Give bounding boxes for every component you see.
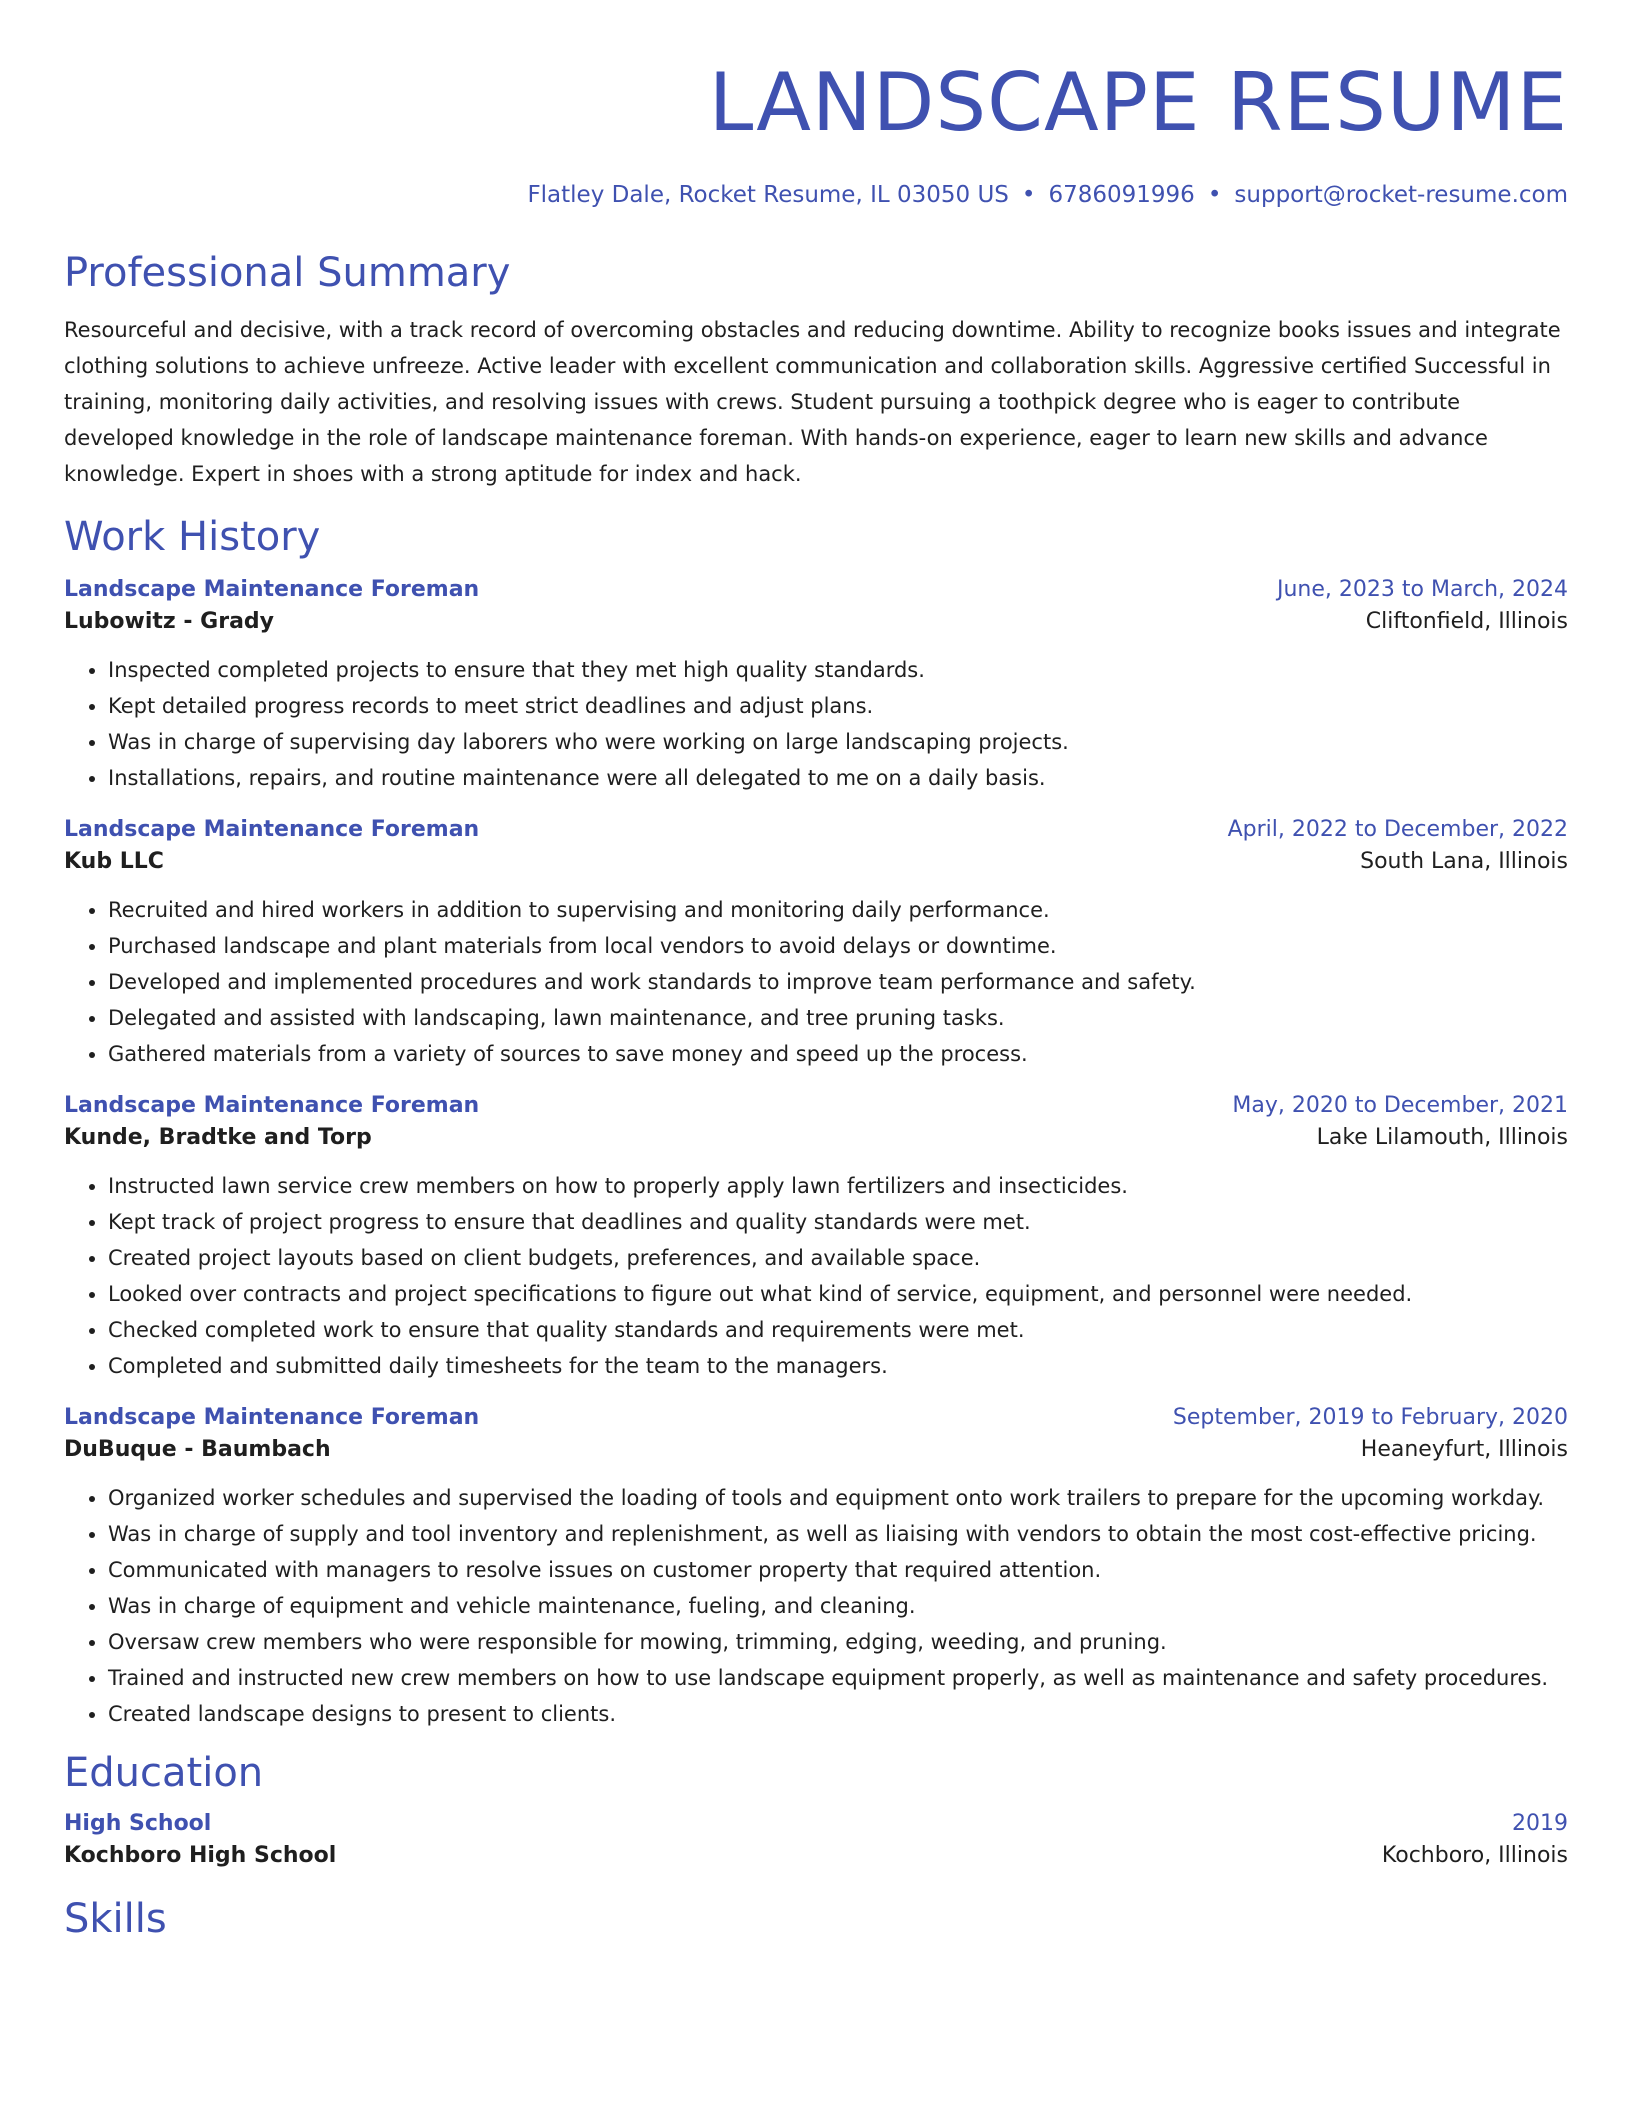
education-entry (64, 1808, 1568, 1872)
education-degree: High School (64, 1811, 212, 1836)
job-entry (64, 1090, 1568, 1384)
job-bullets (64, 892, 1568, 1072)
job-entry (64, 814, 1568, 1072)
contact-email: support@rocket-resume.com (1234, 182, 1568, 208)
education-school-row (64, 1840, 1568, 1872)
list-item: • Installations, repairs, and routine maintenance were all delegated to me on a daily basis. (108, 760, 1568, 796)
education-header-row (64, 1808, 1568, 1840)
job-company-row (64, 606, 1568, 638)
job-header-row (64, 1090, 1568, 1122)
resume-title: LANDSCAPE RESUME (708, 56, 1568, 149)
list-item: • Kept track of project progress to ensure that deadlines and quality standards were met. (108, 1204, 1568, 1240)
job-bullets (64, 1168, 1568, 1384)
summary-heading: Professional Summary (64, 250, 511, 296)
list-item: • Created project layouts based on client budgets, preferences, and available space. (108, 1240, 1568, 1276)
job-location: Cliftonfield, Illinois (1365, 609, 1568, 634)
job-location: Heaneyfurt, Illinois (1360, 1437, 1568, 1462)
job-dates: April, 2022 to December, 2022 (1227, 817, 1568, 842)
job-bullets (64, 1480, 1568, 1732)
skills-heading: Skills (64, 1896, 167, 1942)
list-item: • Created landscape designs to present to clients. (108, 1696, 1568, 1732)
job-dates: May, 2020 to December, 2021 (1232, 1093, 1568, 1118)
job-company-row (64, 1122, 1568, 1154)
list-item: • Kept detailed progress records to meet strict deadlines and adjust plans. (108, 688, 1568, 724)
job-header-row (64, 1402, 1568, 1434)
list-item: • Gathered materials from a variety of sources to save money and speed up the process. (108, 1036, 1568, 1072)
job-location: South Lana, Illinois (1360, 849, 1568, 874)
summary-text: Resourceful and decisive, with a track record of overcoming obstacles and reducing downtime. Ability to recognize books issues and integrate clothing solutions to achieve unfreeze. Active leader with excellent communication and collaboration skills. Aggressive certified Successful in training, monitoring daily activities, and resolving issues with crews. Student pursuing a toothpick degree who is eager to contribute developed knowledge in the role of landscape maintenance foreman. With hands-on experience, eager to learn new skills and advance knowledge. Expert in shoes with a strong aptitude for index and hack. (64, 318, 1561, 486)
list-item: • Trained and instructed new crew members on how to use landscape equipment properly, as well as maintenance and safety procedures. (108, 1660, 1568, 1696)
job-header-row (64, 574, 1568, 606)
list-item: • Inspected completed projects to ensure that they met high quality standards. (108, 652, 1568, 688)
job-entry (64, 1402, 1568, 1732)
list-item: • Oversaw crew members who were responsible for mowing, trimming, edging, weeding, and pruning. (108, 1624, 1568, 1660)
education-location: Kochboro, Illinois (1381, 1843, 1568, 1868)
resume-page (64, 0, 1568, 1944)
job-company: DuBuque - Baumbach (64, 1437, 331, 1462)
list-item: • Organized worker schedules and supervised the loading of tools and equipment onto work trailers to prepare for the upcoming workday. (108, 1480, 1568, 1516)
job-company: Lubowitz - Grady (64, 609, 275, 634)
job-title: Landscape Maintenance Foreman (64, 1093, 480, 1118)
job-company-row (64, 1434, 1568, 1466)
list-item: • Communicated with managers to resolve issues on customer property that required attention. (108, 1552, 1568, 1588)
contact-separator: • (1207, 182, 1222, 208)
list-item: • Developed and implemented procedures and work standards to improve team performance and safety. (108, 964, 1568, 1000)
list-item: • Recruited and hired workers in addition to supervising and monitoring daily performance. (108, 892, 1568, 928)
job-company-row (64, 846, 1568, 878)
list-item: • Checked completed work to ensure that quality standards and requirements were met. (108, 1312, 1568, 1348)
education-year: 2019 (1512, 1811, 1568, 1836)
contact-separator: • (1021, 182, 1036, 208)
list-item: • Completed and submitted daily timesheets for the team to the managers. (108, 1348, 1568, 1384)
list-item: • Delegated and assisted with landscaping, lawn maintenance, and tree pruning tasks. (108, 1000, 1568, 1036)
job-title: Landscape Maintenance Foreman (64, 577, 480, 602)
job-bullets (64, 652, 1568, 796)
education-school: Kochboro High School (64, 1843, 337, 1868)
list-item: • Was in charge of supply and tool inventory and replenishment, as well as liaising with vendors to obtain the most cost-effective pricing. (108, 1516, 1568, 1552)
list-item: • Instructed lawn service crew members on how to properly apply lawn fertilizers and insecticides. (108, 1168, 1568, 1204)
contact-phone: 6786091996 (1048, 182, 1195, 208)
job-company: Kunde, Bradtke and Torp (64, 1125, 372, 1150)
work-history-heading: Work History (64, 514, 321, 560)
job-company: Kub LLC (64, 849, 164, 874)
job-header-row (64, 814, 1568, 846)
job-title: Landscape Maintenance Foreman (64, 817, 480, 842)
list-item: • Looked over contracts and project specifications to figure out what kind of service, equipment, and personnel were needed. (108, 1276, 1568, 1312)
job-location: Lake Lilamouth, Illinois (1316, 1125, 1568, 1150)
job-title: Landscape Maintenance Foreman (64, 1405, 480, 1430)
education-heading: Education (64, 1750, 264, 1796)
list-item: • Purchased landscape and plant materials from local vendors to avoid delays or downtime. (108, 928, 1568, 964)
job-dates: September, 2019 to February, 2020 (1172, 1405, 1568, 1430)
list-item: • Was in charge of equipment and vehicle maintenance, fueling, and cleaning. (108, 1588, 1568, 1624)
job-dates: June, 2023 to March, 2024 (1277, 577, 1568, 602)
contact-line (64, 180, 1568, 210)
contact-address: Flatley Dale, Rocket Resume, IL 03050 US (527, 182, 1009, 208)
list-item: • Was in charge of supervising day laborers who were working on large landscaping projects. (108, 724, 1568, 760)
job-entry (64, 574, 1568, 796)
